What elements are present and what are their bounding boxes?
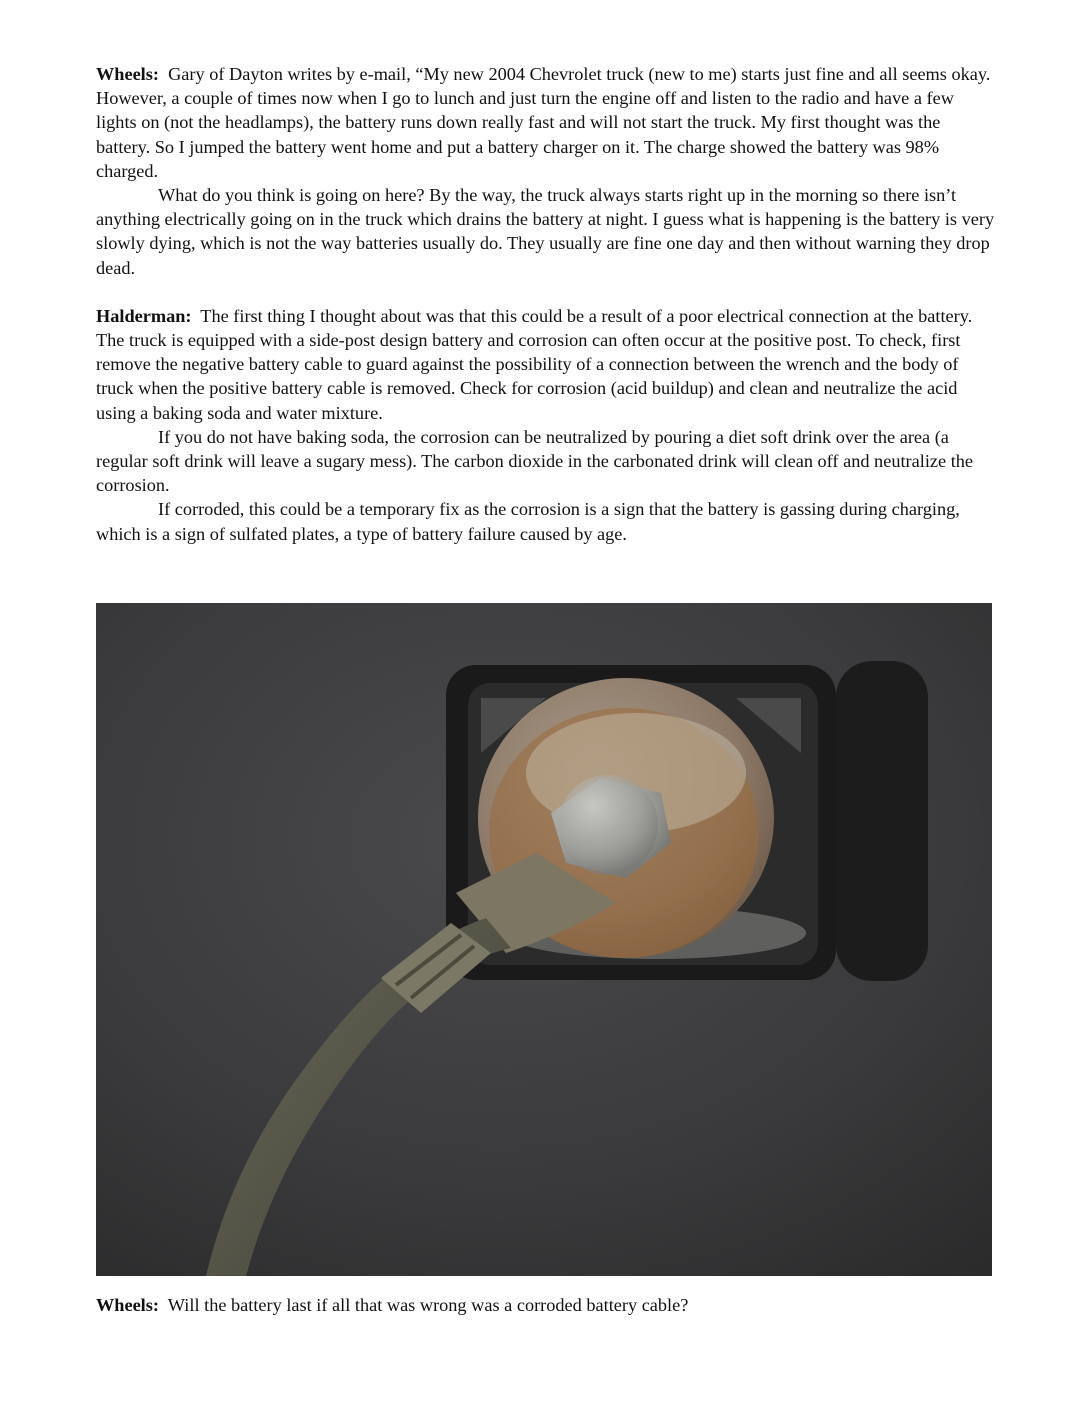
paragraph-gap <box>96 280 996 304</box>
halderman-answer-baking-soda: If you do not have baking soda, the corrosion can be neutralized by pouring a diet soft drink over the area (a regular soft drink will leave a sugary mess). The carbon dioxide in the carbonated drink will clean off and neutralize the corrosion. <box>96 426 974 496</box>
wheels-question-paragraph <box>96 62 996 183</box>
closing-question-text: Will the battery last if all that was wrong was a corroded battery cable? <box>167 1295 689 1315</box>
halderman-answer-text: The first thing I thought about was that this could be a result of a poor electrical connection at the battery. The truck is equipped with a side-post design battery and corrosion can often occur at the positive post. To check, first remove the negative battery cable to guard against the possibility of a connection between the wrench and the body of truck when the positive battery cable is removed. Check for corrosion (acid buildup) and clean and neutralize the acid using a baking soda and water mixture. <box>96 305 973 423</box>
wheels-question-text: Gary of Dayton writes by e-mail, “My new 2004 Chevrolet truck (new to me) starts just fine and all seems okay. However, a couple of times now when I go to lunch and just turn the engine off and listen to the radio and have a few lights on (not the headlamps), the battery runs down really fast and will not start the truck. My first thought was the battery. So I jumped the battery went home and put a battery charger on it. The charge showed the battery was 98% charged. <box>96 64 991 181</box>
speaker-label-halderman: Halderman: <box>96 305 192 326</box>
halderman-answer-corrosion: If corroded, this could be a temporary fix as the corrosion is a sign that the battery is gassing during charging, which is a sign of sulfated plates, a type of battery failure caused by age. <box>96 499 960 544</box>
speaker-label-wheels: Wheels: <box>96 64 159 84</box>
closing-question <box>96 1293 996 1317</box>
speaker-label-wheels-closing: Wheels: <box>96 1295 159 1315</box>
corroded-battery-terminal-photo <box>96 603 992 1276</box>
wheels-question-followup: What do you think is going on here? By the way, the truck always starts right up in the morning so there isn’t anything electrically going on in the truck which drains the battery at night. I guess what is happening is the battery is very slowly dying, which is not the way batteries usually do. They usually are fine one day and then without warning they drop dead. <box>96 185 995 278</box>
halderman-answer-paragraph <box>96 304 996 425</box>
article-body <box>96 62 996 546</box>
